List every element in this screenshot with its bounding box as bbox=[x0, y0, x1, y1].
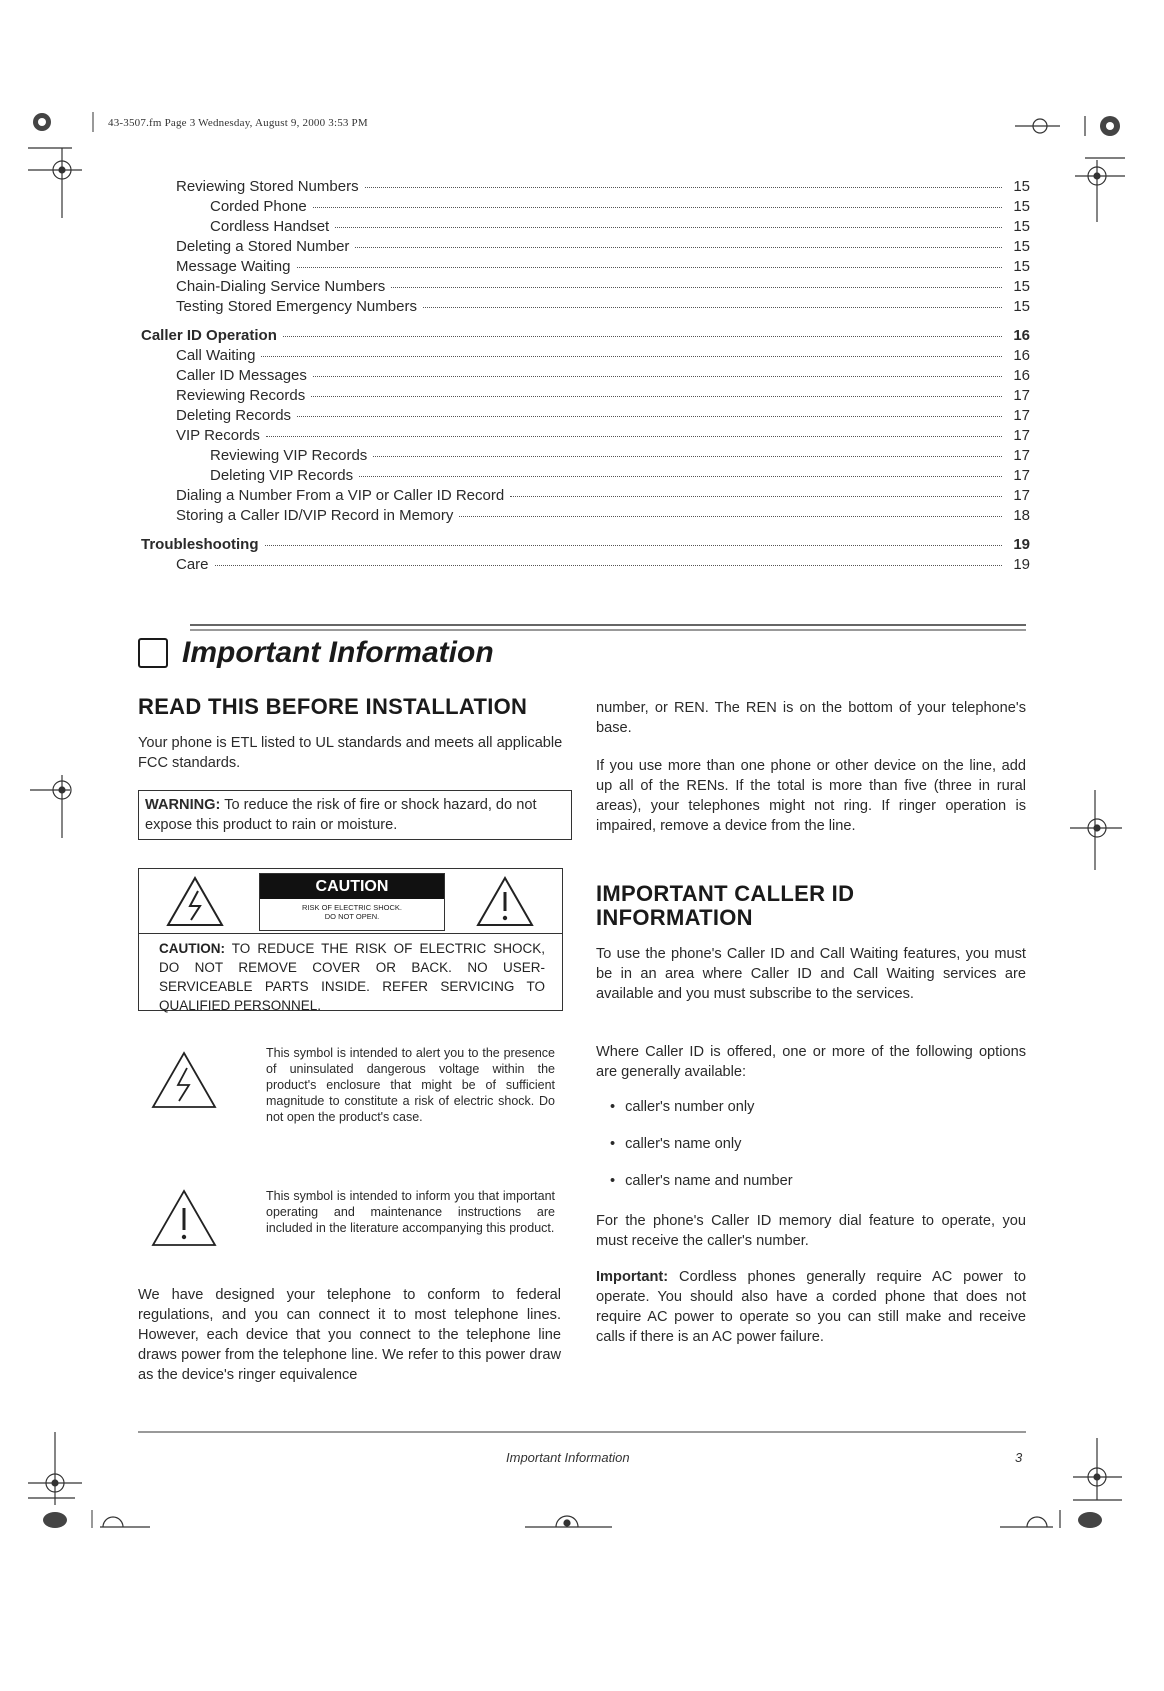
toc-leader-dots bbox=[459, 516, 1002, 517]
electric-shock-symbol-icon bbox=[150, 1050, 218, 1110]
toc-entry bbox=[210, 218, 1030, 235]
toc-leader-dots bbox=[355, 247, 1002, 248]
exclamation-warning-icon bbox=[475, 875, 535, 929]
electric-shock-warning-icon bbox=[165, 875, 225, 929]
toc-entry-page: 15 bbox=[1013, 258, 1030, 275]
toc-entry-label: Caller ID Messages bbox=[176, 367, 307, 384]
multiple-devices-paragraph: If you use more than one phone or other device on the line, add up all of the RENs. If the total is more than five (three in rural areas), your telephones might not ring. If ringer operation is impaired, remove a device from the line. bbox=[596, 758, 1026, 834]
toc-entry bbox=[176, 298, 1030, 315]
footer-title: Important Information bbox=[506, 1450, 630, 1465]
toc-entry bbox=[176, 427, 1030, 444]
exclamation-symbol-description: This symbol is intended to inform you that important operating and maintenance instructions are included in the literature accompanying this product. bbox=[266, 1189, 555, 1235]
crosshair-icon bbox=[100, 1517, 150, 1527]
crosshair-icon bbox=[1070, 790, 1122, 870]
toc-entry bbox=[141, 327, 1030, 344]
toc-entry-label: Caller ID Operation bbox=[141, 327, 277, 344]
toc-entry-label: Testing Stored Emergency Numbers bbox=[176, 298, 417, 315]
toc-leader-dots bbox=[391, 287, 1002, 288]
toc-entry-page: 15 bbox=[1013, 178, 1030, 195]
toc-entry-page: 15 bbox=[1013, 278, 1030, 295]
toc-entry bbox=[176, 556, 1030, 573]
toc-entry-page: 19 bbox=[1013, 556, 1030, 573]
registration-gear-icon bbox=[1100, 116, 1120, 136]
toc-entry-label: Chain-Dialing Service Numbers bbox=[176, 278, 386, 295]
caution-statement-text: TO REDUCE THE RISK OF ELECTRIC SHOCK, DO NOT REMOVE COVER OR BACK. NO USER-SERVICEABLE PARTS INSIDE. REFER SERVICING TO QUALIFIED PERSONNEL. bbox=[159, 941, 545, 1013]
heading-important-caller-id bbox=[596, 882, 854, 930]
toc-leader-dots bbox=[423, 307, 1002, 308]
warning-label: WARNING: bbox=[145, 797, 221, 813]
important-label: Important: bbox=[596, 1269, 669, 1285]
toc-entry-page: 15 bbox=[1013, 238, 1030, 255]
toc-entry-page: 16 bbox=[1013, 327, 1030, 344]
list-item: • caller's name and number bbox=[610, 1173, 793, 1189]
toc-leader-dots bbox=[265, 545, 1003, 546]
toc-leader-dots bbox=[297, 416, 1002, 417]
toc-leader-dots bbox=[266, 436, 1002, 437]
toc-leader-dots bbox=[283, 336, 1002, 337]
exclamation-symbol-icon bbox=[150, 1188, 218, 1248]
ren-intro-paragraph: We have designed your telephone to conform to federal regulations, and you can connect it to most telephone lines. However, each device that you connect to the telephone line draws power from the telephone line. We refer to this power draw as the device's ringer equivalence bbox=[138, 1287, 561, 1383]
crosshair-icon bbox=[28, 1432, 82, 1505]
caution-label-panel bbox=[259, 873, 445, 931]
crosshair-icon bbox=[30, 775, 71, 838]
toc-entry-label: VIP Records bbox=[176, 427, 260, 444]
toc-leader-dots bbox=[313, 207, 1002, 208]
memory-dial-paragraph: For the phone's Caller ID memory dial feature to operate, you must receive the caller's number. bbox=[596, 1213, 1026, 1249]
toc-entry-label: Deleting Records bbox=[176, 407, 292, 424]
toc-entry bbox=[176, 278, 1030, 295]
crosshair-icon bbox=[525, 1516, 612, 1527]
registration-gear-icon bbox=[1078, 1512, 1102, 1528]
toc-entry bbox=[210, 467, 1030, 484]
toc-entry-label: Corded Phone bbox=[210, 198, 307, 215]
toc-entry-label: Deleting VIP Records bbox=[210, 467, 354, 484]
toc-entry-page: 17 bbox=[1013, 447, 1030, 464]
toc-entry-page: 17 bbox=[1013, 387, 1030, 404]
toc-entry-label: Care bbox=[176, 556, 209, 573]
electric-shock-symbol-description: This symbol is intended to alert you to the presence of uninsulated dangerous voltage within the product's enclosure that might be of sufficient magnitude to constitute a risk of electric shock. Do not open the product's case. bbox=[266, 1046, 555, 1124]
toc-leader-dots bbox=[365, 187, 1002, 188]
intro-paragraph: Your phone is ETL listed to UL standards and meets all applicable FCC standards. bbox=[138, 735, 563, 771]
toc-entry bbox=[141, 536, 1030, 553]
warning-box bbox=[138, 790, 572, 840]
registration-gear-icon bbox=[43, 1512, 67, 1528]
toc-leader-dots bbox=[335, 227, 1002, 228]
toc-entry-page: 15 bbox=[1013, 298, 1030, 315]
toc-entry bbox=[176, 367, 1030, 384]
toc-entry-label: Cordless Handset bbox=[210, 218, 330, 235]
important-text: Cordless phones generally require AC power to operate. You should also have a corded phone that does not require AC power to operate so you can still make and receive calls if there is an AC power failure. bbox=[596, 1269, 1026, 1345]
section-title: Important Information bbox=[182, 636, 494, 669]
header-file-info: 43-3507.fm Page 3 Wednesday, August 9, 2000 3:53 PM bbox=[108, 117, 368, 129]
toc-entry bbox=[176, 507, 1030, 524]
list-item: • caller's name only bbox=[610, 1136, 742, 1152]
toc-leader-dots bbox=[261, 356, 1002, 357]
toc-entry-label: Reviewing Stored Numbers bbox=[176, 178, 359, 195]
caller-id-offered-paragraph: Where Caller ID is offered, one or more of the following options are generally available: bbox=[596, 1044, 1026, 1080]
toc-entry bbox=[176, 258, 1030, 275]
toc-entry-label: Reviewing Records bbox=[176, 387, 306, 404]
toc-entry bbox=[176, 178, 1030, 195]
section-header bbox=[138, 636, 494, 670]
toc-entry-label: Reviewing VIP Records bbox=[210, 447, 368, 464]
toc-entry-label: Storing a Caller ID/VIP Record in Memory bbox=[176, 507, 454, 524]
crosshair-icon bbox=[28, 148, 82, 218]
checkbox-icon bbox=[138, 638, 168, 668]
heading-line-2: INFORMATION bbox=[596, 905, 753, 930]
toc-entry bbox=[210, 198, 1030, 215]
toc-leader-dots bbox=[510, 496, 1002, 497]
toc-entry bbox=[176, 387, 1030, 404]
important-note-paragraph bbox=[596, 1267, 1026, 1347]
caution-banner: CAUTION bbox=[260, 874, 444, 899]
toc-entry bbox=[176, 238, 1030, 255]
toc-leader-dots bbox=[313, 376, 1002, 377]
options-list bbox=[610, 1097, 793, 1191]
toc-entry-page: 18 bbox=[1013, 507, 1030, 524]
page-number: 3 bbox=[1015, 1450, 1023, 1465]
toc-entry bbox=[210, 447, 1030, 464]
toc-leader-dots bbox=[373, 456, 1002, 457]
caution-box bbox=[138, 868, 563, 1011]
heading-line-1: IMPORTANT CALLER ID bbox=[596, 881, 855, 906]
toc-entry-label: Call Waiting bbox=[176, 347, 256, 364]
toc-entry-page: 16 bbox=[1013, 367, 1030, 384]
warning-text: To reduce the risk of fire or shock hazard, do not expose this product to rain or moisture. bbox=[145, 797, 537, 833]
caution-statement-label: CAUTION: bbox=[159, 941, 225, 956]
toc-entry bbox=[176, 487, 1030, 504]
toc-leader-dots bbox=[311, 396, 1002, 397]
toc-entry-label: Message Waiting bbox=[176, 258, 291, 275]
toc-entry-page: 17 bbox=[1013, 487, 1030, 504]
toc-entry-page: 15 bbox=[1013, 198, 1030, 215]
heading-read-before-installation: READ THIS BEFORE INSTALLATION bbox=[138, 694, 528, 719]
toc-entry-label: Deleting a Stored Number bbox=[176, 238, 350, 255]
toc-entry-page: 16 bbox=[1013, 347, 1030, 364]
registration-gear-icon bbox=[33, 113, 51, 131]
toc-entry-page: 17 bbox=[1013, 407, 1030, 424]
caution-small-line-1: RISK OF ELECTRIC SHOCK. bbox=[301, 903, 403, 912]
toc-entry-label: Troubleshooting bbox=[141, 536, 259, 553]
toc-leader-dots bbox=[359, 476, 1002, 477]
caution-small-line-2: DO NOT OPEN. bbox=[324, 912, 380, 921]
caller-id-paragraph: To use the phone's Caller ID and Call Waiting features, you must be in an area where Caller ID and Call Waiting services are available and you must subscribe to the services. bbox=[596, 946, 1026, 1002]
toc-entry-page: 15 bbox=[1013, 218, 1030, 235]
toc-leader-dots bbox=[215, 565, 1002, 566]
ren-continued-paragraph: number, or REN. The REN is on the bottom of your telephone's base. bbox=[596, 700, 1026, 736]
toc-leader-dots bbox=[297, 267, 1003, 268]
toc-entry bbox=[176, 407, 1030, 424]
toc-entry-page: 19 bbox=[1013, 536, 1030, 553]
toc-entry-page: 17 bbox=[1013, 467, 1030, 484]
toc-entry-page: 17 bbox=[1013, 427, 1030, 444]
toc-entry-label: Dialing a Number From a VIP or Caller ID Record bbox=[176, 487, 505, 504]
toc-entry bbox=[176, 347, 1030, 364]
caution-statement bbox=[159, 939, 545, 1015]
list-item: • caller's number only bbox=[610, 1099, 755, 1115]
